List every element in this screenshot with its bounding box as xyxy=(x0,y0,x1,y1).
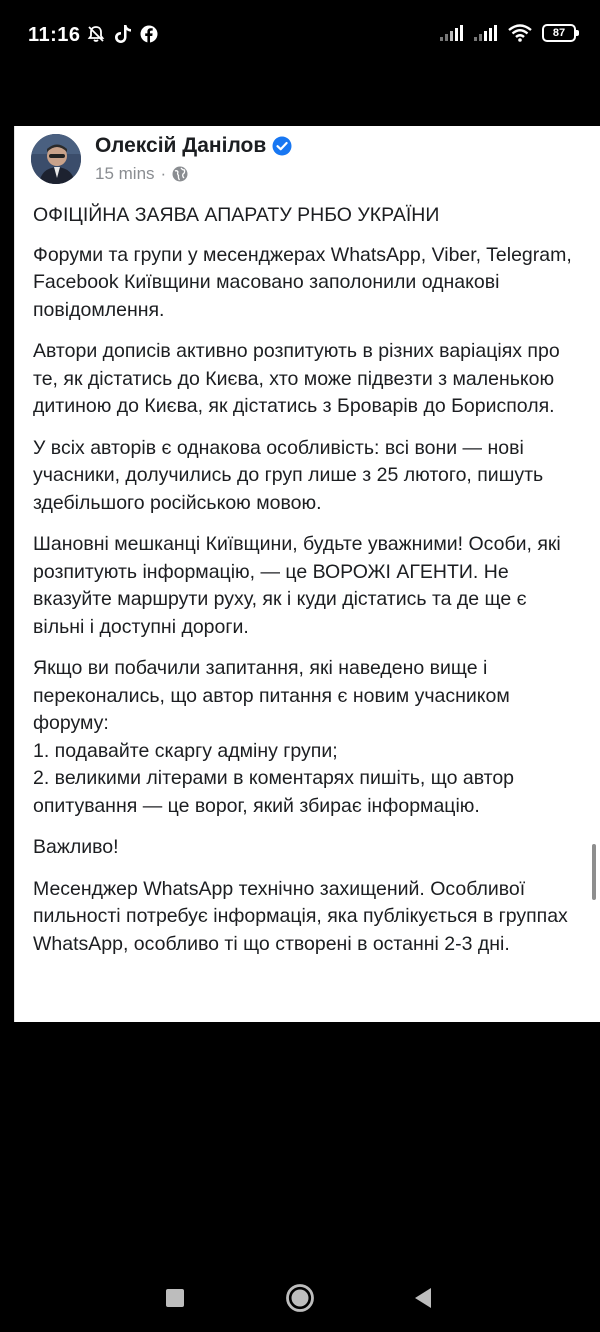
navigation-bar xyxy=(0,1262,600,1332)
battery-level: 87 xyxy=(552,27,566,39)
verified-badge-icon xyxy=(272,136,292,156)
list-intro: Якщо ви побачили запитання, які наведено вище і переконались, що автор питання є новим учасником форуму: xyxy=(33,657,510,734)
post-paragraph: Автори дописів активно розпитують в різних варіаціях про те, як дістатись до Києва, хто може підвезти з маленькою дитиною до Києва, як дістатись з Броварів до Борисполя. xyxy=(33,340,560,417)
scrollbar-thumb[interactable] xyxy=(592,844,596,900)
post-closing: Месенджер WhatsApp технічно захищений. Особливої пильності потребує інформація, яка публікується в группах WhatsApp, особливо ті що створені в останні 2-3 дні. xyxy=(33,877,568,955)
author-name[interactable]: Олексій Данілов xyxy=(95,134,267,157)
triangle-back-icon xyxy=(413,1287,433,1309)
author-block xyxy=(95,134,292,184)
home-button[interactable] xyxy=(284,1282,316,1314)
circle-icon xyxy=(285,1283,315,1313)
post-time[interactable]: 15 mins xyxy=(95,164,155,183)
post-heading: ОФІЦІЙНА ЗАЯВА АПАРАТУ РНБО УКРАЇНИ xyxy=(33,204,440,226)
post-header xyxy=(31,134,292,184)
list-item: 2. великими літерами в коментарях пишіть, що автор опитування — це ворог, який збирає інформацію. xyxy=(33,767,515,817)
wifi-icon xyxy=(508,24,532,42)
post-paragraph: Шановні мешканці Київщини, будьте уважними! Особи, які розпитують інформацію, — це ВОРОЖІ АГЕНТИ. Не вказуйте маршрути руху, як і куди дістатись та де ще є вільні і доступні дороги. xyxy=(33,533,561,638)
author-row xyxy=(95,134,292,158)
battery-icon xyxy=(542,24,576,42)
system-icons xyxy=(440,24,576,42)
post-important: Важливо! xyxy=(33,836,119,858)
post-meta xyxy=(95,164,292,184)
avatar[interactable] xyxy=(31,134,81,184)
status-time: 11:16 xyxy=(28,24,81,46)
globe-icon xyxy=(172,166,188,182)
meta-separator: · xyxy=(160,164,167,183)
back-button[interactable] xyxy=(407,1282,439,1314)
square-icon xyxy=(166,1289,184,1307)
post-paragraph: Форуми та групи у месенджерах WhatsApp, Viber, Telegram, Facebook Київщини масовано заполонили однакові повідомлення. xyxy=(33,243,572,321)
list-item: 1. подавайте скаргу адміну групи; xyxy=(33,739,338,762)
muted-bell-icon xyxy=(86,24,106,44)
tiktok-icon xyxy=(114,24,132,44)
post-list-block xyxy=(33,655,578,820)
post-body xyxy=(33,202,578,972)
recents-button[interactable] xyxy=(159,1282,191,1314)
signal-icon xyxy=(440,25,464,41)
post-card xyxy=(14,126,600,1022)
notification-icons xyxy=(86,24,158,44)
signal-icon xyxy=(474,25,498,41)
facebook-icon xyxy=(140,25,158,43)
status-bar xyxy=(0,0,600,72)
post-paragraph: У всіх авторів є однакова особливість: всі вони — нові учасники, долучились до груп лише з 25 лютого, пишуть здебільшого російською мовою. xyxy=(33,436,544,514)
avatar-image xyxy=(31,134,81,184)
